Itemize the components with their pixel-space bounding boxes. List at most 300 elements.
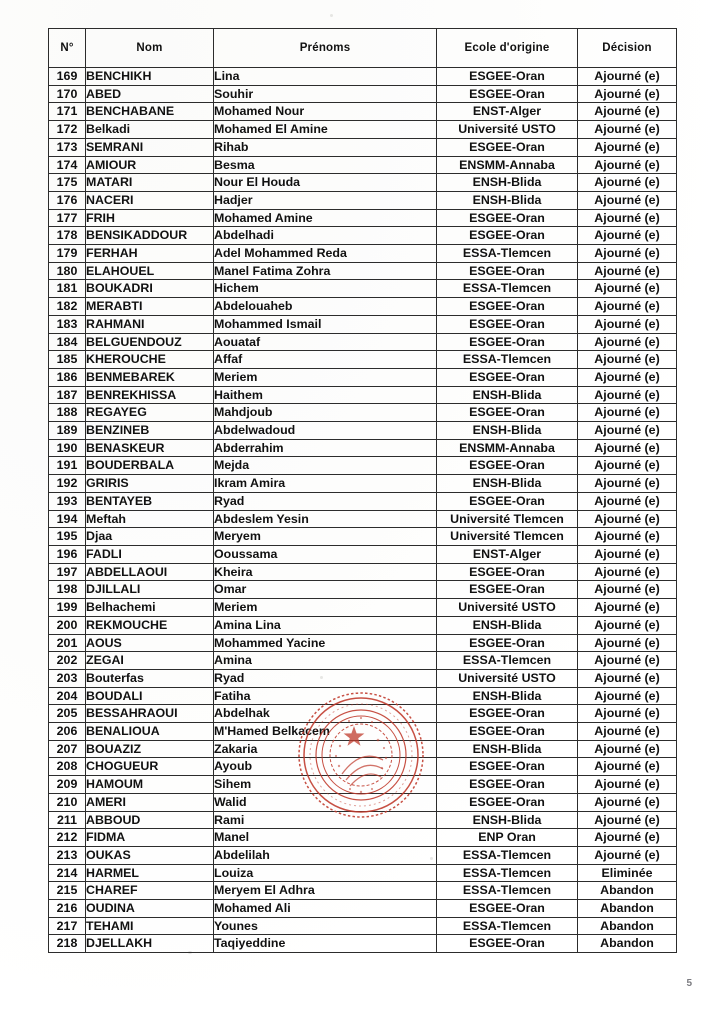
cell-number: 215: [49, 882, 86, 900]
cell-prenoms: Lina: [214, 68, 437, 86]
table-row: [49, 315, 677, 333]
column-header-prenoms: Prénoms: [214, 29, 437, 68]
cell-ecole: ENSH-Blida: [437, 811, 578, 829]
cell-number: 170: [49, 85, 86, 103]
cell-nom: SEMRANI: [86, 138, 214, 156]
table-row: [49, 723, 677, 741]
cell-ecole: ENST-Alger: [437, 545, 578, 563]
cell-prenoms: Mohammed Yacine: [214, 634, 437, 652]
cell-nom: DJELLAKH: [86, 935, 214, 953]
cell-ecole: ESSA-Tlemcen: [437, 351, 578, 369]
cell-nom: RAHMANI: [86, 315, 214, 333]
cell-ecole: ESSA-Tlemcen: [437, 245, 578, 263]
cell-decision: Ajourné (e): [578, 404, 677, 422]
cell-nom: Meftah: [86, 510, 214, 528]
cell-nom: BENMEBAREK: [86, 368, 214, 386]
cell-decision: Ajourné (e): [578, 528, 677, 546]
cell-nom: FIDMA: [86, 829, 214, 847]
cell-number: 182: [49, 298, 86, 316]
cell-decision: Ajourné (e): [578, 776, 677, 794]
cell-ecole: ENSMM-Annaba: [437, 439, 578, 457]
cell-decision: Ajourné (e): [578, 368, 677, 386]
table-row: [49, 864, 677, 882]
cell-number: 188: [49, 404, 86, 422]
cell-decision: Ajourné (e): [578, 758, 677, 776]
cell-prenoms: Rihab: [214, 138, 437, 156]
cell-nom: OUDINA: [86, 900, 214, 918]
cell-prenoms: Amina Lina: [214, 616, 437, 634]
cell-number: 201: [49, 634, 86, 652]
cell-prenoms: Meriem: [214, 368, 437, 386]
cell-number: 181: [49, 280, 86, 298]
cell-ecole: ENSH-Blida: [437, 174, 578, 192]
cell-prenoms: Hadjer: [214, 191, 437, 209]
cell-decision: Ajourné (e): [578, 510, 677, 528]
cell-ecole: ENSH-Blida: [437, 422, 578, 440]
cell-prenoms: Meryem El Adhra: [214, 882, 437, 900]
cell-decision: Ajourné (e): [578, 156, 677, 174]
cell-prenoms: Louiza: [214, 864, 437, 882]
table-row: [49, 705, 677, 723]
cell-ecole: Université USTO: [437, 669, 578, 687]
table-row: [49, 846, 677, 864]
table-row: [49, 85, 677, 103]
table-row: [49, 156, 677, 174]
scan-speck: [330, 14, 333, 17]
cell-number: 197: [49, 563, 86, 581]
cell-number: 189: [49, 422, 86, 440]
table-row: [49, 191, 677, 209]
cell-decision: Ajourné (e): [578, 669, 677, 687]
table-row: [49, 935, 677, 953]
table-row: [49, 351, 677, 369]
cell-ecole: ESSA-Tlemcen: [437, 652, 578, 670]
cell-decision: Abandon: [578, 935, 677, 953]
cell-prenoms: Affaf: [214, 351, 437, 369]
cell-decision: Ajourné (e): [578, 121, 677, 139]
cell-decision: Ajourné (e): [578, 846, 677, 864]
cell-prenoms: Ayoub: [214, 758, 437, 776]
cell-ecole: ENSH-Blida: [437, 475, 578, 493]
table-row: [49, 439, 677, 457]
cell-decision: Ajourné (e): [578, 103, 677, 121]
table-row: [49, 776, 677, 794]
cell-ecole: ESGEE-Oran: [437, 457, 578, 475]
cell-ecole: ESSA-Tlemcen: [437, 882, 578, 900]
cell-ecole: ESGEE-Oran: [437, 209, 578, 227]
table-row: [49, 280, 677, 298]
cell-number: 191: [49, 457, 86, 475]
table-row: [49, 652, 677, 670]
cell-ecole: ENSH-Blida: [437, 616, 578, 634]
cell-number: 173: [49, 138, 86, 156]
cell-prenoms: Aouataf: [214, 333, 437, 351]
cell-prenoms: Mejda: [214, 457, 437, 475]
cell-ecole: ESGEE-Oran: [437, 793, 578, 811]
cell-decision: Eliminée: [578, 864, 677, 882]
cell-prenoms: Meryem: [214, 528, 437, 546]
cell-prenoms: M'Hamed Belkacem: [214, 723, 437, 741]
cell-decision: Ajourné (e): [578, 85, 677, 103]
cell-decision: Abandon: [578, 882, 677, 900]
table-row: [49, 634, 677, 652]
cell-prenoms: Rami: [214, 811, 437, 829]
cell-nom: BENZINEB: [86, 422, 214, 440]
cell-prenoms: Meriem: [214, 599, 437, 617]
cell-nom: BENCHIKH: [86, 68, 214, 86]
cell-decision: Ajourné (e): [578, 475, 677, 493]
cell-ecole: ESSA-Tlemcen: [437, 917, 578, 935]
cell-number: 218: [49, 935, 86, 953]
cell-decision: Ajourné (e): [578, 811, 677, 829]
cell-ecole: ESGEE-Oran: [437, 368, 578, 386]
table-row: [49, 386, 677, 404]
table-row: [49, 368, 677, 386]
cell-number: 210: [49, 793, 86, 811]
cell-decision: Ajourné (e): [578, 439, 677, 457]
cell-number: 175: [49, 174, 86, 192]
cell-decision: Ajourné (e): [578, 740, 677, 758]
cell-prenoms: Mohamed Ali: [214, 900, 437, 918]
cell-decision: Ajourné (e): [578, 174, 677, 192]
cell-ecole: ESGEE-Oran: [437, 333, 578, 351]
cell-nom: BELGUENDOUZ: [86, 333, 214, 351]
cell-number: 176: [49, 191, 86, 209]
column-header-number: N°: [49, 29, 86, 68]
cell-ecole: ENSH-Blida: [437, 191, 578, 209]
cell-prenoms: Manel: [214, 829, 437, 847]
cell-prenoms: Abdelilah: [214, 846, 437, 864]
cell-decision: Ajourné (e): [578, 793, 677, 811]
cell-ecole: ESSA-Tlemcen: [437, 846, 578, 864]
table-row: [49, 333, 677, 351]
cell-ecole: ESSA-Tlemcen: [437, 864, 578, 882]
table-body: [49, 68, 677, 953]
cell-nom: GRIRIS: [86, 475, 214, 493]
cell-nom: FADLI: [86, 545, 214, 563]
cell-number: 184: [49, 333, 86, 351]
table-row: [49, 900, 677, 918]
cell-decision: Ajourné (e): [578, 315, 677, 333]
cell-prenoms: Walid: [214, 793, 437, 811]
cell-decision: Ajourné (e): [578, 723, 677, 741]
cell-nom: Bouterfas: [86, 669, 214, 687]
cell-number: 198: [49, 581, 86, 599]
cell-nom: BOUKADRI: [86, 280, 214, 298]
cell-nom: ABED: [86, 85, 214, 103]
cell-number: 193: [49, 492, 86, 510]
cell-number: 171: [49, 103, 86, 121]
cell-number: 208: [49, 758, 86, 776]
table-row: [49, 298, 677, 316]
table-row: [49, 917, 677, 935]
cell-number: 216: [49, 900, 86, 918]
cell-number: 195: [49, 528, 86, 546]
cell-prenoms: Besma: [214, 156, 437, 174]
table-row: [49, 510, 677, 528]
cell-nom: BENTAYEB: [86, 492, 214, 510]
cell-number: 185: [49, 351, 86, 369]
cell-decision: Ajourné (e): [578, 829, 677, 847]
cell-nom: FRIH: [86, 209, 214, 227]
table-row: [49, 103, 677, 121]
cell-nom: REKMOUCHE: [86, 616, 214, 634]
cell-nom: BENASKEUR: [86, 439, 214, 457]
table-row: [49, 262, 677, 280]
cell-number: 205: [49, 705, 86, 723]
cell-number: 194: [49, 510, 86, 528]
table-row: [49, 811, 677, 829]
cell-nom: Belkadi: [86, 121, 214, 139]
cell-ecole: Université Tlemcen: [437, 528, 578, 546]
cell-number: 211: [49, 811, 86, 829]
table-row: [49, 882, 677, 900]
cell-number: 190: [49, 439, 86, 457]
cell-number: 169: [49, 68, 86, 86]
cell-nom: MERABTI: [86, 298, 214, 316]
cell-number: 196: [49, 545, 86, 563]
cell-number: 209: [49, 776, 86, 794]
cell-nom: REGAYEG: [86, 404, 214, 422]
cell-ecole: Université USTO: [437, 121, 578, 139]
table-row: [49, 245, 677, 263]
cell-decision: Ajourné (e): [578, 457, 677, 475]
cell-prenoms: Mohamed El Amine: [214, 121, 437, 139]
cell-prenoms: Kheira: [214, 563, 437, 581]
cell-prenoms: Younes: [214, 917, 437, 935]
cell-ecole: ESGEE-Oran: [437, 900, 578, 918]
cell-nom: Djaa: [86, 528, 214, 546]
cell-nom: MATARI: [86, 174, 214, 192]
cell-nom: ZEGAI: [86, 652, 214, 670]
cell-ecole: ESGEE-Oran: [437, 935, 578, 953]
cell-nom: BOUAZIZ: [86, 740, 214, 758]
table-row: [49, 209, 677, 227]
cell-decision: Ajourné (e): [578, 616, 677, 634]
table-row: [49, 793, 677, 811]
table-row: [49, 599, 677, 617]
cell-decision: Ajourné (e): [578, 545, 677, 563]
cell-decision: Ajourné (e): [578, 386, 677, 404]
cell-decision: Ajourné (e): [578, 227, 677, 245]
cell-decision: Ajourné (e): [578, 563, 677, 581]
cell-number: 180: [49, 262, 86, 280]
table-row: [49, 457, 677, 475]
cell-nom: BENREKHISSA: [86, 386, 214, 404]
cell-prenoms: Ryad: [214, 669, 437, 687]
cell-decision: Ajourné (e): [578, 422, 677, 440]
cell-ecole: ESGEE-Oran: [437, 138, 578, 156]
cell-ecole: ESGEE-Oran: [437, 758, 578, 776]
cell-prenoms: Mohamed Amine: [214, 209, 437, 227]
cell-ecole: ESGEE-Oran: [437, 492, 578, 510]
table-row: [49, 68, 677, 86]
cell-ecole: ESGEE-Oran: [437, 85, 578, 103]
table-row: [49, 581, 677, 599]
cell-number: 183: [49, 315, 86, 333]
table-row: [49, 758, 677, 776]
cell-decision: Abandon: [578, 900, 677, 918]
cell-nom: FERHAH: [86, 245, 214, 263]
cell-decision: Ajourné (e): [578, 351, 677, 369]
cell-prenoms: Ooussama: [214, 545, 437, 563]
cell-decision: Ajourné (e): [578, 652, 677, 670]
cell-prenoms: Abdelhadi: [214, 227, 437, 245]
cell-ecole: ENP Oran: [437, 829, 578, 847]
cell-prenoms: Abdeslem Yesin: [214, 510, 437, 528]
cell-prenoms: Mahdjoub: [214, 404, 437, 422]
cell-prenoms: Mohamed Nour: [214, 103, 437, 121]
cell-number: 199: [49, 599, 86, 617]
cell-ecole: Université Tlemcen: [437, 510, 578, 528]
cell-ecole: ENSMM-Annaba: [437, 156, 578, 174]
cell-ecole: ESGEE-Oran: [437, 776, 578, 794]
table-row: [49, 669, 677, 687]
cell-nom: KHEROUCHE: [86, 351, 214, 369]
cell-ecole: ESGEE-Oran: [437, 705, 578, 723]
table-row: [49, 227, 677, 245]
cell-decision: Ajourné (e): [578, 687, 677, 705]
cell-number: 203: [49, 669, 86, 687]
cell-number: 174: [49, 156, 86, 174]
cell-prenoms: Manel Fatima Zohra: [214, 262, 437, 280]
cell-prenoms: Souhir: [214, 85, 437, 103]
cell-nom: BENCHABANE: [86, 103, 214, 121]
cell-decision: Ajourné (e): [578, 333, 677, 351]
cell-prenoms: Abdelhak: [214, 705, 437, 723]
cell-number: 186: [49, 368, 86, 386]
cell-nom: BOUDERBALA: [86, 457, 214, 475]
cell-prenoms: Ikram Amira: [214, 475, 437, 493]
cell-number: 206: [49, 723, 86, 741]
table-row: [49, 422, 677, 440]
table-row: [49, 138, 677, 156]
table-row: [49, 740, 677, 758]
cell-decision: Ajourné (e): [578, 298, 677, 316]
cell-ecole: ENST-Alger: [437, 103, 578, 121]
cell-nom: AMIOUR: [86, 156, 214, 174]
cell-prenoms: Haithem: [214, 386, 437, 404]
cell-ecole: ESSA-Tlemcen: [437, 280, 578, 298]
cell-number: 214: [49, 864, 86, 882]
cell-decision: Ajourné (e): [578, 138, 677, 156]
cell-nom: Belhachemi: [86, 599, 214, 617]
cell-nom: HARMEL: [86, 864, 214, 882]
cell-number: 204: [49, 687, 86, 705]
cell-prenoms: Sihem: [214, 776, 437, 794]
column-header-decision: Décision: [578, 29, 677, 68]
cell-number: 207: [49, 740, 86, 758]
cell-decision: Ajourné (e): [578, 191, 677, 209]
column-header-nom: Nom: [86, 29, 214, 68]
cell-number: 212: [49, 829, 86, 847]
cell-nom: AOUS: [86, 634, 214, 652]
cell-decision: Ajourné (e): [578, 262, 677, 280]
cell-ecole: ESGEE-Oran: [437, 723, 578, 741]
table-row: [49, 829, 677, 847]
cell-decision: Ajourné (e): [578, 245, 677, 263]
cell-ecole: ESGEE-Oran: [437, 262, 578, 280]
cell-number: 187: [49, 386, 86, 404]
table-row: [49, 563, 677, 581]
cell-number: 217: [49, 917, 86, 935]
cell-ecole: ENSH-Blida: [437, 740, 578, 758]
cell-ecole: ESGEE-Oran: [437, 298, 578, 316]
cell-prenoms: Hichem: [214, 280, 437, 298]
cell-prenoms: Abdelouaheb: [214, 298, 437, 316]
cell-ecole: ESGEE-Oran: [437, 68, 578, 86]
cell-nom: HAMOUM: [86, 776, 214, 794]
cell-number: 202: [49, 652, 86, 670]
cell-prenoms: Amina: [214, 652, 437, 670]
cell-number: 179: [49, 245, 86, 263]
cell-nom: OUKAS: [86, 846, 214, 864]
cell-number: 178: [49, 227, 86, 245]
cell-ecole: ESGEE-Oran: [437, 227, 578, 245]
cell-decision: Ajourné (e): [578, 599, 677, 617]
cell-nom: TEHAMI: [86, 917, 214, 935]
cell-nom: AMERI: [86, 793, 214, 811]
table-row: [49, 687, 677, 705]
table-row: [49, 545, 677, 563]
cell-decision: Ajourné (e): [578, 581, 677, 599]
page-number: 5: [686, 978, 692, 989]
table-row: [49, 121, 677, 139]
cell-nom: ELAHOUEL: [86, 262, 214, 280]
cell-decision: Ajourné (e): [578, 68, 677, 86]
cell-number: 177: [49, 209, 86, 227]
cell-nom: BENSIKADDOUR: [86, 227, 214, 245]
cell-prenoms: Fatiha: [214, 687, 437, 705]
candidate-results-table: [48, 28, 677, 953]
table-row: [49, 616, 677, 634]
table-header-row: [49, 29, 677, 68]
cell-nom: NACERI: [86, 191, 214, 209]
table-row: [49, 404, 677, 422]
cell-prenoms: Zakaria: [214, 740, 437, 758]
cell-decision: Ajourné (e): [578, 492, 677, 510]
cell-ecole: ENSH-Blida: [437, 386, 578, 404]
cell-number: 213: [49, 846, 86, 864]
cell-prenoms: Nour El Houda: [214, 174, 437, 192]
cell-number: 172: [49, 121, 86, 139]
cell-nom: ABDELLAOUI: [86, 563, 214, 581]
cell-ecole: ESGEE-Oran: [437, 581, 578, 599]
cell-nom: BESSAHRAOUI: [86, 705, 214, 723]
cell-decision: Ajourné (e): [578, 705, 677, 723]
cell-decision: Ajourné (e): [578, 280, 677, 298]
column-header-ecole: Ecole d'origine: [437, 29, 578, 68]
cell-prenoms: Omar: [214, 581, 437, 599]
cell-prenoms: Taqiyeddine: [214, 935, 437, 953]
table-row: [49, 528, 677, 546]
table-row: [49, 174, 677, 192]
cell-nom: DJILLALI: [86, 581, 214, 599]
cell-ecole: ESGEE-Oran: [437, 563, 578, 581]
cell-ecole: ESGEE-Oran: [437, 634, 578, 652]
cell-decision: Ajourné (e): [578, 634, 677, 652]
cell-prenoms: Mohammed Ismail: [214, 315, 437, 333]
table-row: [49, 492, 677, 510]
cell-nom: ABBOUD: [86, 811, 214, 829]
cell-prenoms: Ryad: [214, 492, 437, 510]
cell-prenoms: Abdelwadoud: [214, 422, 437, 440]
cell-prenoms: Abderrahim: [214, 439, 437, 457]
table-row: [49, 475, 677, 493]
cell-decision: Abandon: [578, 917, 677, 935]
cell-nom: BOUDALI: [86, 687, 214, 705]
cell-prenoms: Adel Mohammed Reda: [214, 245, 437, 263]
